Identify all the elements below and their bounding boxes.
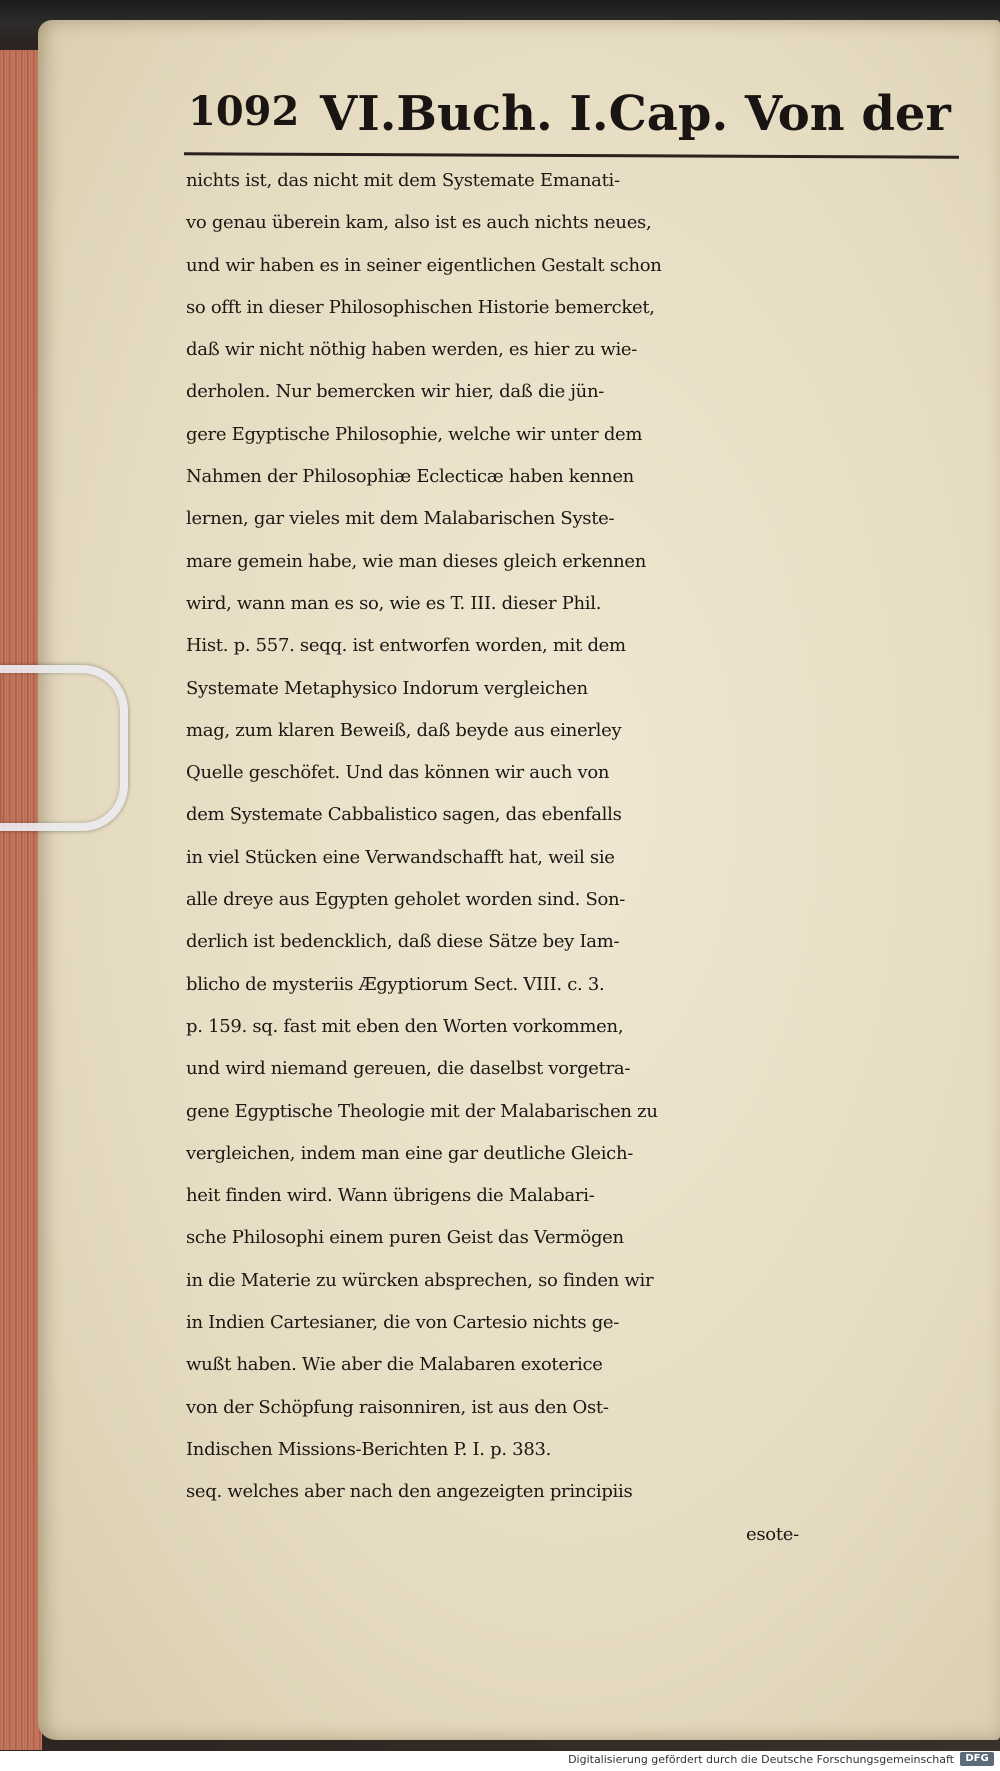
text-line: p. 159. sq. fast mit eben den Worten vorkommen, (186, 1015, 624, 1037)
text-line: in viel Stücken eine Verwandschafft hat, weil sie (186, 846, 615, 868)
text-line: seq. welches aber nach den angezeigten principiis (186, 1481, 633, 1503)
text-line: Indischen Missions-Berichten P. I. p. 383. (186, 1438, 552, 1460)
text-line: mag, zum klaren Beweiß, daß beyde aus einerley (186, 719, 622, 741)
page-header (188, 86, 951, 148)
text-line: heit finden wird. Wann übrigens die Malabari- (186, 1185, 595, 1207)
text-line: wird, wann man es so, wie es T. III. dieser Phil. (186, 592, 602, 614)
text-line: gene Egyptische Theologie mit der Malabarischen zu (186, 1100, 658, 1122)
funding-note: Digitalisierung gefördert durch die Deutsche Forschungsgemeinschaft (568, 1753, 954, 1766)
text-line: dem Systemate Cabbalistico sagen, das ebenfalls (186, 804, 622, 826)
text-line: in die Materie zu würcken absprechen, so finden wir (186, 1269, 654, 1291)
text-line: gere Egyptische Philosophie, welche wir unter dem (186, 423, 643, 445)
text-line: und wird niemand gereuen, die daselbst vorgetra- (186, 1058, 631, 1080)
text-line: vergleichen, indem man eine gar deutliche Gleich- (186, 1142, 634, 1164)
text-line: mare gemein habe, wie man dieses gleich erkennen (186, 550, 647, 572)
text-line: vo genau überein kam, also ist es auch nichts neues, (186, 212, 652, 234)
page-edges (0, 50, 42, 1750)
dfg-logo: DFG (960, 1752, 994, 1766)
text-line: von der Schöpfung raisonniren, ist aus den Ost- (186, 1396, 609, 1418)
text-line: derlich ist bedencklich, daß diese Sätze bey Iam- (186, 931, 620, 953)
page-clip (0, 665, 128, 831)
text-line: wußt haben. Wie aber die Malabaren exoterice (186, 1354, 603, 1376)
text-line: nichts ist, das nicht mit dem Systemate Emanati- (186, 170, 620, 191)
text-line: so offt in dieser Philosophischen Historie bemercket, (186, 296, 655, 318)
text-line: daß wir nicht nöthig haben werden, es hier zu wie- (186, 339, 638, 361)
text-line: blicho de mysteriis Ægyptiorum Sect. VIII. c. 3. (186, 973, 605, 995)
text-line: Systemate Metaphysico Indorum vergleichen (186, 677, 588, 699)
text-line: und wir haben es in seiner eigentlichen Gestalt schon (186, 254, 662, 276)
text-line: derholen. Nur bemercken wir hier, daß die jün- (186, 381, 605, 403)
text-line: Nahmen der Philosophiæ Eclecticæ haben kennen (186, 466, 634, 488)
text-line: Quelle geschöfet. Und das können wir auch von (186, 762, 610, 784)
page-number: 1092 (188, 88, 300, 135)
text-line: in Indien Cartesianer, die von Cartesio nichts ge- (186, 1312, 620, 1334)
catchword: esote- (746, 1523, 799, 1545)
text-line: sche Philosophi einem puren Geist das Vermögen (186, 1227, 624, 1249)
text-line: Hist. p. 557. seqq. ist entworfen worden, mit dem (186, 635, 626, 657)
body-text (186, 160, 986, 1556)
text-line: alle dreye aus Egypten geholet worden sind. Son- (186, 889, 626, 911)
text-line: lernen, gar vieles mit dem Malabarischen Syste- (186, 508, 615, 530)
running-head: VI.Buch. I.Cap. Von der (320, 86, 951, 142)
